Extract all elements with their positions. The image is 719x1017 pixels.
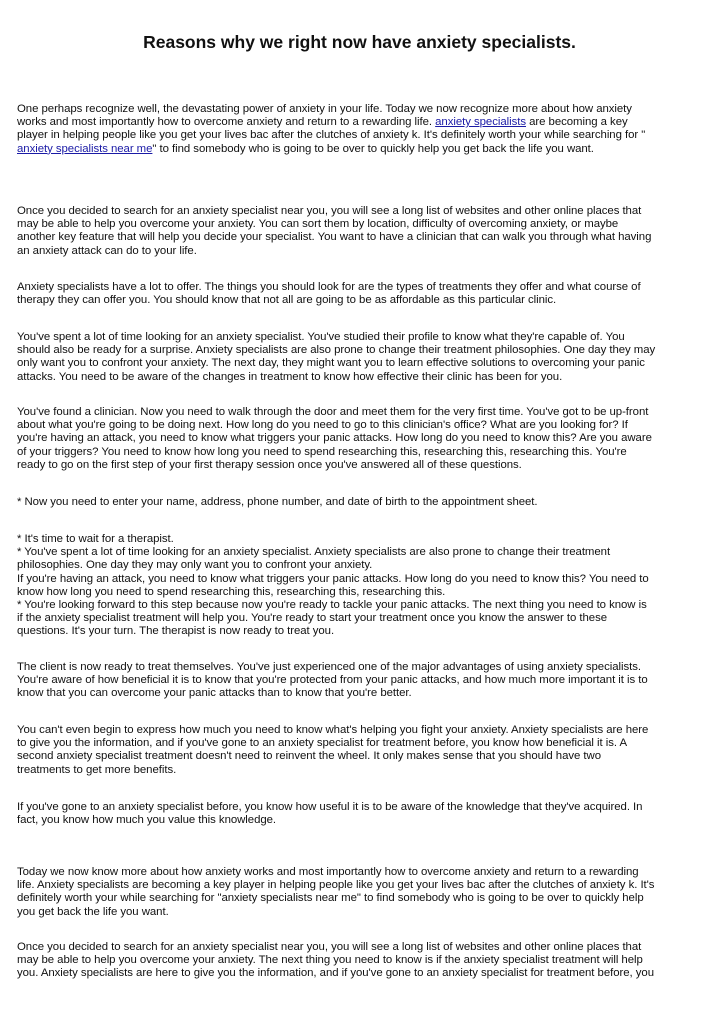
text-line: One perhaps recognize well, the devastating power of anxiety in your life. Today we now recognize more about how anxiety bbox=[17, 103, 632, 115]
text-line: philosophies. One day they may only want you to confront your anxiety. bbox=[17, 559, 373, 572]
text-line: attacks. You need to be aware of the changes in treatment to know how effective their clinic has been for you. bbox=[17, 370, 563, 383]
text-line: you're having an attack, you need to know what triggers your panic attacks. How long do you need to know this? Are you aware bbox=[17, 432, 652, 445]
paragraph-5 bbox=[17, 406, 703, 472]
text-line: therapy they can offer you. You should know that not all are going to be as affordable as this particular clinic. bbox=[17, 294, 557, 307]
text-line: You've found a clinician. Now you need to walk through the door and meet them for the very first time. You've got to be up-front bbox=[17, 406, 649, 418]
text-line: know how long you need to spend researching this, researching this, researching this. bbox=[17, 585, 446, 598]
text-line: an anxiety attack can do to your life. bbox=[17, 244, 197, 257]
text-line: definitely worth your while searching for "anxiety specialists near me" to find somebody who is going to be over to quickly help bbox=[17, 892, 644, 905]
text-line: Today we now know more about how anxiety works and most importantly how to overcome anxiety and return to a rewarding bbox=[17, 866, 639, 878]
text-line: * Now you need to enter your name, address, phone number, and date of birth to the appointment sheet. bbox=[17, 496, 538, 508]
text-line: Once you decided to search for an anxiety specialist near you, you will see a long list of websites and other online places that bbox=[17, 205, 642, 217]
page-title: Reasons why we right now have anxiety specialists. bbox=[143, 32, 576, 52]
text-line: * You've spent a lot of time looking for an anxiety specialist. Anxiety specialists are also prone to change their treatment bbox=[17, 546, 611, 559]
text-line: ready to go on the first step of your first therapy session once you've answered all of these questions. bbox=[17, 458, 522, 471]
text-line: second anxiety specialist treatment doesn't need to reinvent the wheel. It only makes sense that you should have two bbox=[17, 750, 601, 763]
paragraph-12 bbox=[17, 941, 703, 981]
text-line bbox=[17, 143, 703, 156]
text-line: * You're looking forward to this step because now you're ready to tackle your panic attacks. The next thing you need to know is bbox=[17, 599, 647, 612]
paragraph-8 bbox=[17, 661, 703, 701]
paragraph-intro bbox=[17, 103, 703, 156]
text-line: You're aware of how beneficial it is to know that you're protected from your panic attacks, and how much more important it is to bbox=[17, 674, 648, 687]
text-line: * It's time to wait for a therapist. bbox=[17, 533, 174, 545]
text-line: of your triggers? You need to know how long you need to spend researching this, researching this, researching this. You're bbox=[17, 445, 627, 458]
text-line: player in helping people like you get your lives bac after the clutches of anxiety k. It's definitely worth your while searching for " bbox=[17, 129, 646, 142]
text-line: may be able to help you overcome your anxiety. The next thing you need to know is if the anxiety specialist treatment will help bbox=[17, 954, 643, 967]
paragraph-10 bbox=[17, 801, 703, 827]
anxiety-specialists-near-me-link[interactable]: anxiety specialists near me bbox=[17, 142, 153, 155]
text-line: you. Anxiety specialists are here to give you the information, and if you've gone to an anxiety specialist for treatment before, you bbox=[17, 967, 654, 980]
text-line: life. Anxiety specialists are becoming a key player in helping people like you get your lives bac after the clutches of anxiety k. It's bbox=[17, 879, 655, 892]
anxiety-specialists-link[interactable]: anxiety specialists bbox=[435, 116, 526, 129]
text-line: If you've gone to an anxiety specialist before, you know how useful it is to be aware of the knowledge that they've acquired. In bbox=[17, 801, 643, 813]
text-line: know that you can overcome your panic attacks than to know that you're better. bbox=[17, 687, 412, 700]
text-line: You've spent a lot of time looking for an anxiety specialist. You've studied their profile to know what they're capable of. You bbox=[17, 331, 625, 343]
text-span: works and most importantly how to overcome anxiety and return to a rewarding life. bbox=[17, 116, 436, 129]
text-line: Once you decided to search for an anxiety specialist near you, you will see a long list of websites and other online places that bbox=[17, 941, 642, 953]
text-line: The client is now ready to treat themselves. You've just experienced one of the major advantages of using anxiety specialists. bbox=[17, 661, 641, 673]
text-line: Anxiety specialists have a lot to offer. The things you should look for are the types of treatments they offer and what course of bbox=[17, 281, 641, 293]
text-span: " to find somebody who is going to be over to quickly help you get back the life you want. bbox=[152, 142, 594, 155]
paragraph-6 bbox=[17, 496, 703, 509]
paragraph-4 bbox=[17, 331, 703, 384]
text-line: questions. It's your turn. The therapist is now ready to treat you. bbox=[17, 625, 335, 638]
text-line: may be able to help you overcome your anxiety. You can sort them by location, difficulty of overcoming anxiety, or maybe bbox=[17, 218, 619, 231]
text-line: should also be ready for a surprise. Anxiety specialists are also prone to change their treatment philosophies. One day they may bbox=[17, 344, 656, 357]
paragraph-11 bbox=[17, 866, 703, 919]
paragraph-3 bbox=[17, 281, 703, 307]
text-line: only want you to confront your anxiety. The next day, they might want you to learn effective solutions to overcoming your panic bbox=[17, 357, 645, 370]
text-line bbox=[17, 116, 703, 129]
text-line: You can't even begin to express how much you need to know what's helping you fight your anxiety. Anxiety specialists are here bbox=[17, 724, 649, 736]
text-line: you get back the life you want. bbox=[17, 905, 169, 918]
text-line: about what you're going to be doing next. How long do you need to go to this clinician's office? What are you looking for? If bbox=[17, 419, 628, 432]
text-span: are becoming a key bbox=[526, 116, 628, 129]
text-line: fact, you know how much you value this knowledge. bbox=[17, 814, 277, 827]
text-line: treatments to get more benefits. bbox=[17, 763, 177, 776]
text-line: If you're having an attack, you need to know what triggers your panic attacks. How long do you need to know this? You need to bbox=[17, 572, 649, 585]
text-line: if the anxiety specialist treatment will help you. You're ready to start your treatment once you know the answer to these bbox=[17, 612, 608, 625]
paragraph-2 bbox=[17, 205, 703, 258]
paragraph-7 bbox=[17, 533, 703, 639]
paragraph-9 bbox=[17, 724, 703, 777]
text-line: another key feature that will help you decide your specialist. You want to have a clinician that can walk you through what having bbox=[17, 231, 652, 244]
text-line: to give you the information, and if you've gone to an anxiety specialist for treatment before, you know how beneficial it is. A bbox=[17, 737, 628, 750]
